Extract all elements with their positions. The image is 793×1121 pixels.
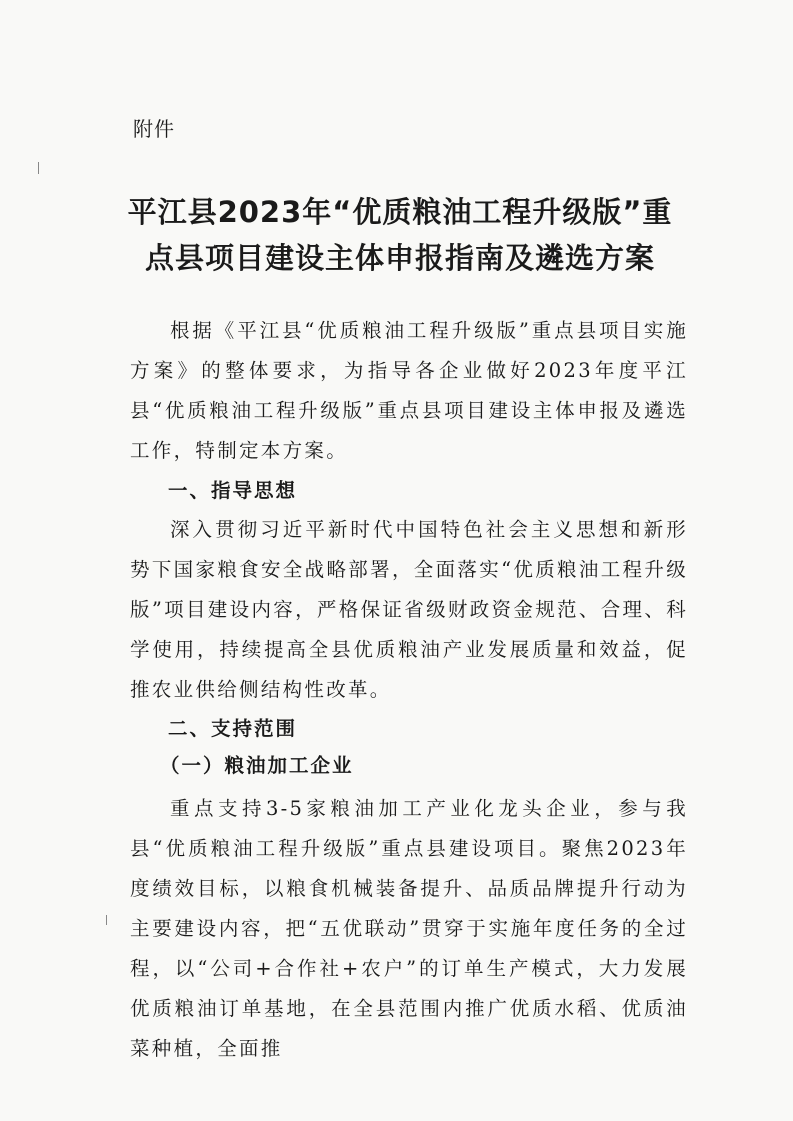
intro-paragraph: 根据《平江县“优质粮油工程升级版”重点县项目实施方案》的整体要求，为指导各企业做好2023年度平江县“优质粮油工程升级版”重点县项目建设主体申报及遴选工作，特制定本方案。 [130,319,688,462]
attachment-label: 附件 [133,117,175,141]
section-2-heading: 二、支持范围 [168,717,298,740]
section-2-sub-1-paragraph: 重点支持3-5家粮油加工产业化龙头企业，参与我县“优质粮油工程升级版”重点县建设项目。聚焦2023年度绩效目标，以粮食机械装备提升、品质品牌提升行动为主要建设内容，把“五优联动”贯穿于实施年度任务的全过程，以“公司+合作社+农户”的订单生产模式，大力发展优质粮油订单基地，在全县范围内推广优质水稻、优质油菜种植，全面推 [130,797,688,1060]
section-1-heading: 一、指导思想 [168,479,298,502]
scan-mark [38,162,39,174]
document-title-line-1: 平江县2023年“优质粮油工程升级版”重 [127,195,673,229]
section-1-paragraph: 深入贯彻习近平新时代中国特色社会主义思想和新形势下国家粮食安全战略部署，全面落实“优质粮油工程升级版”项目建设内容，严格保证省级财政资金规范、合理、科学使用，持续提高全县优质粮油产业发展质量和效益，促推农业供给侧结构性改革。 [130,518,688,701]
scan-mark [106,915,107,925]
document-title-line-2: 点县项目建设主体申报指南及遴选方案 [144,241,655,275]
section-2-subheading-1: （一）粮油加工企业 [160,754,354,777]
